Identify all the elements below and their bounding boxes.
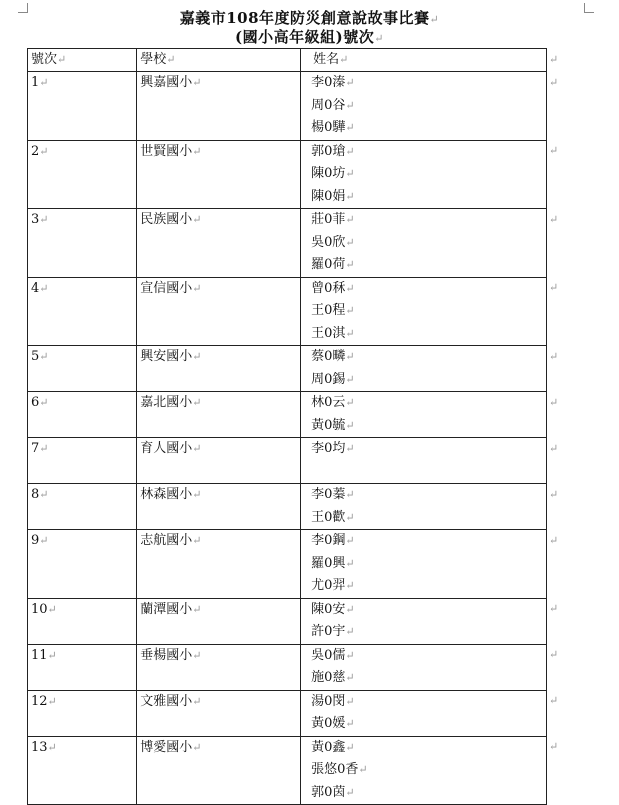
table-row — [28, 346, 547, 392]
student-name: 陳0安↵ — [311, 601, 355, 617]
student-name: 郭0瑲↵ — [311, 143, 355, 159]
row-number-cell: 8↵ — [28, 484, 137, 530]
table-row — [28, 530, 547, 599]
document-subtitle: (國小高年級組)號次↵ — [235, 28, 384, 46]
row-number-cell: 2↵ — [28, 140, 137, 209]
table-row — [28, 392, 547, 438]
student-name: 王0程↵ — [311, 303, 355, 318]
student-name: 尤0羿↵ — [311, 578, 355, 593]
student-name: 莊0菲↵ — [311, 212, 355, 227]
end-of-row-mark: ↵ — [549, 212, 559, 226]
row-number-cell: 13↵ — [28, 736, 137, 805]
row-number-cell: 5↵ — [28, 346, 137, 392]
names-cell — [301, 530, 547, 599]
end-of-row-mark: ↵ — [549, 648, 559, 661]
names-cell — [301, 484, 547, 530]
school-name: 林森國小 — [140, 487, 193, 502]
student-name: 吳0儒↵ — [311, 647, 355, 663]
school-cell: 蘭潭國小↵ — [137, 598, 301, 644]
student-name: 吳0欣↵ — [311, 234, 355, 250]
table-row — [28, 598, 547, 644]
end-of-row-mark: ↵ — [549, 349, 559, 363]
end-of-row-mark: ↵ — [549, 144, 559, 157]
school-name: 興嘉國小 — [140, 75, 193, 90]
table-row — [28, 690, 547, 736]
student-name: 黃0媛↵ — [311, 716, 355, 731]
school-cell: 興安國小↵ — [137, 346, 301, 392]
end-of-row-mark: ↵ — [549, 441, 559, 455]
row-number: 10 — [31, 601, 48, 617]
row-number-cell: 11↵ — [28, 644, 137, 690]
student-name: 張悠0香↵ — [311, 762, 368, 777]
school-cell: 垂楊國小↵ — [137, 644, 301, 690]
names-cell — [301, 644, 547, 690]
school-cell: 博愛國小↵ — [137, 736, 301, 805]
document-title: 嘉義市108年度防災創意說故事比賽↵ — [179, 9, 440, 27]
row-number: 5 — [31, 349, 40, 364]
student-name: 湯0閔↵ — [311, 693, 355, 709]
school-name: 興安國小 — [140, 349, 193, 364]
row-number: 11 — [31, 647, 48, 663]
row-number: 7 — [31, 441, 40, 456]
column-header-number: 號次↵ — [28, 49, 137, 72]
school-cell: 宣信國小↵ — [137, 277, 301, 346]
school-cell: 育人國小↵ — [137, 438, 301, 484]
end-of-row-mark: ↵ — [549, 281, 559, 294]
student-name: 林0云↵ — [311, 395, 355, 410]
school-name: 嘉北國小 — [140, 395, 193, 410]
school-name: 蘭潭國小 — [140, 601, 193, 617]
student-name: 郭0茵↵ — [311, 784, 355, 800]
row-number-cell: 4↵ — [28, 277, 137, 346]
names-cell — [301, 140, 547, 209]
row-number-cell: 10↵ — [28, 598, 137, 644]
school-name: 博愛國小 — [140, 739, 193, 755]
student-name: 周0錫↵ — [311, 371, 355, 387]
table-row — [28, 644, 547, 690]
end-of-row-mark: ↵ — [549, 694, 559, 707]
student-name: 李0溱↵ — [311, 75, 355, 90]
end-of-row-mark: ↵ — [549, 602, 559, 615]
end-of-row-mark: ↵ — [549, 395, 559, 409]
row-number: 4 — [31, 280, 40, 296]
end-of-row-mark: ↵ — [549, 740, 559, 753]
table-row — [28, 277, 547, 346]
row-number: 2 — [31, 143, 40, 159]
table-header-row — [28, 49, 547, 72]
row-number: 1 — [31, 75, 40, 90]
student-name: 許0宇↵ — [311, 624, 355, 639]
row-number-cell: 12↵ — [28, 690, 137, 736]
names-cell — [301, 392, 547, 438]
names-cell — [301, 598, 547, 644]
student-name: 曾0秝↵ — [311, 280, 355, 296]
roster-table — [27, 48, 547, 805]
row-number: 12 — [31, 693, 48, 709]
school-name: 文雅國小 — [140, 693, 193, 709]
column-header-names: 姓名↵ — [301, 49, 547, 72]
end-of-row-mark: ↵ — [549, 487, 559, 501]
names-cell — [301, 277, 547, 346]
student-name: 羅0荷↵ — [311, 257, 355, 272]
row-number: 13 — [31, 739, 48, 755]
names-cell — [301, 209, 547, 278]
school-name: 垂楊國小 — [140, 647, 193, 663]
names-cell — [301, 690, 547, 736]
student-name: 周0谷↵ — [311, 97, 355, 113]
row-number: 6 — [31, 395, 40, 410]
names-cell — [301, 438, 547, 484]
school-cell: 興嘉國小↵ — [137, 72, 301, 141]
school-name: 志航國小 — [140, 533, 193, 548]
school-cell: 林森國小↵ — [137, 484, 301, 530]
student-name: 陳0娟↵ — [311, 188, 355, 204]
names-cell — [301, 72, 547, 141]
school-name: 宣信國小 — [140, 280, 193, 296]
school-name: 民族國小 — [140, 212, 193, 227]
school-cell: 世賢國小↵ — [137, 140, 301, 209]
school-name: 世賢國小 — [140, 143, 193, 159]
table-row — [28, 484, 547, 530]
student-name: 王0淇↵ — [311, 325, 355, 341]
student-name: 施0慈↵ — [311, 670, 355, 685]
student-name: 李0均↵ — [311, 441, 355, 456]
row-number: 9 — [31, 533, 40, 548]
student-name: 黃0毓↵ — [311, 417, 355, 433]
names-cell — [301, 346, 547, 392]
school-name: 育人國小 — [140, 441, 193, 456]
row-number-cell: 1↵ — [28, 72, 137, 141]
student-name: 楊0驊↵ — [311, 120, 355, 135]
student-name: 黃0鑫↵ — [311, 739, 355, 755]
row-number-cell: 7↵ — [28, 438, 137, 484]
school-cell: 嘉北國小↵ — [137, 392, 301, 438]
table-row — [28, 736, 547, 805]
end-of-row-mark: ↵ — [549, 52, 559, 66]
school-cell: 文雅國小↵ — [137, 690, 301, 736]
student-name: 陳0坊↵ — [311, 166, 355, 181]
table-row — [28, 72, 547, 141]
row-number: 8 — [31, 487, 40, 502]
student-name: 王0歡↵ — [311, 509, 355, 525]
names-cell — [301, 736, 547, 805]
table-row — [28, 438, 547, 484]
student-name: 羅0興↵ — [311, 555, 355, 571]
student-name: 李0蓁↵ — [311, 487, 355, 502]
column-header-school: 學校↵ — [137, 49, 301, 72]
student-name: 蔡0疄↵ — [311, 349, 355, 364]
end-of-row-mark: ↵ — [549, 75, 559, 89]
student-name: 李0鋼↵ — [311, 533, 355, 548]
row-number: 3 — [31, 212, 40, 227]
table-row — [28, 140, 547, 209]
end-of-row-mark: ↵ — [549, 533, 559, 547]
table-row — [28, 209, 547, 278]
row-number-cell: 9↵ — [28, 530, 137, 599]
row-number-cell: 3↵ — [28, 209, 137, 278]
row-number-cell: 6↵ — [28, 392, 137, 438]
school-cell: 民族國小↵ — [137, 209, 301, 278]
school-cell: 志航國小↵ — [137, 530, 301, 599]
